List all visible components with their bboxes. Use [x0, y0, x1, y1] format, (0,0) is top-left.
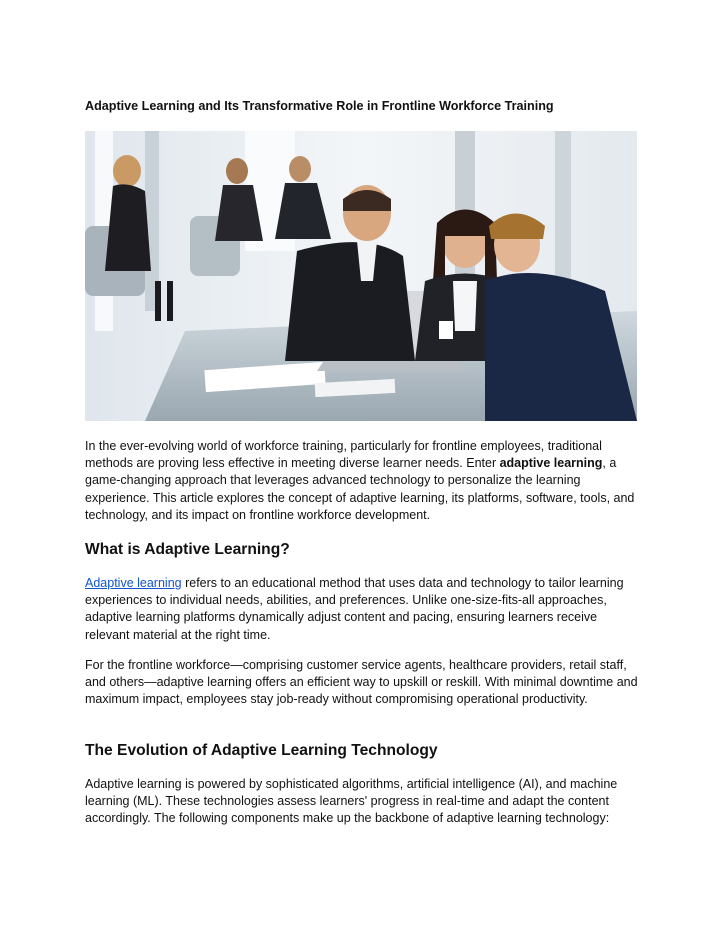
- adaptive-learning-link[interactable]: Adaptive learning: [85, 576, 182, 590]
- frontline-paragraph: For the frontline workforce—comprising customer service agents, healthcare providers, retail staff, and others—adaptive learning offers an efficient way to upskill or reskill. With minimal downtime and maximum impact, employees stay job-ready without compromising operational productivity.: [85, 658, 638, 707]
- technology-paragraph: Adaptive learning is powered by sophisticated algorithms, artificial intelligence (AI), and machine learning (ML). These technologies assess learners' progress in real-time and adapt the content accordingly. The following components make up the backbone of adaptive learning technology:: [85, 777, 618, 826]
- section-heading-what-is: What is Adaptive Learning?: [85, 541, 290, 558]
- intro-paragraph: [85, 438, 640, 524]
- adaptive-learning-bold: adaptive learning: [499, 456, 603, 471]
- office-meeting-illustration: [85, 131, 637, 421]
- intro-text-start: In the ever-evolving world of workforce training, particularly for frontline employees, traditional methods are proving less effective in meeting diverse learner needs. Enter: [85, 439, 602, 471]
- definition-paragraph: [85, 575, 640, 644]
- definition-text: refers to an educational method that uses data and technology to tailor learning experiences to individual needs, abilities, and preferences. Unlike one-size-fits-all approaches, adaptive learning platforms dynamically adjust content and pacing, ensuring learners receive relevant material at the right time.: [85, 576, 624, 642]
- intro-text-end: , a game-changing approach that leverages advanced technology to personalize the learning experience. This article explores the concept of adaptive learning, its platforms, software, tools, and technology, and its impact on frontline workforce development.: [85, 456, 635, 522]
- office-team-photo: [85, 131, 637, 421]
- section-heading-evolution: The Evolution of Adaptive Learning Technology: [85, 742, 438, 759]
- article-title: Adaptive Learning and Its Transformative Role in Frontline Workforce Training: [85, 99, 554, 113]
